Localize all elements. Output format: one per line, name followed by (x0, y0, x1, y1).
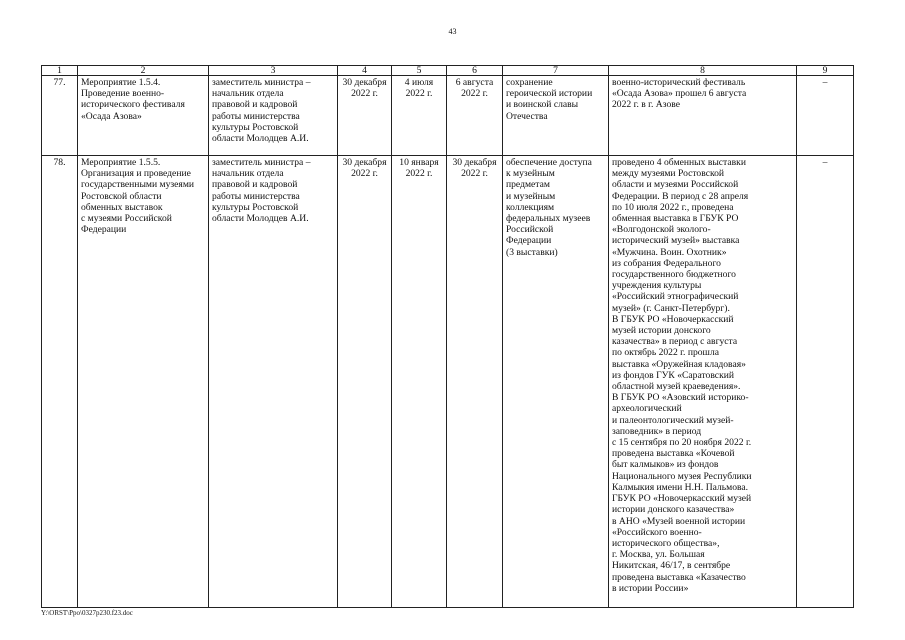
column-header: 7 (503, 66, 609, 76)
cell-text-line: к музейным (506, 168, 555, 180)
report-table (41, 65, 854, 608)
cell-text-line: коллекциям (506, 201, 555, 213)
page-number: 43 (448, 27, 457, 36)
cell-text-line: В ГБУК РО «Азовский историко- (612, 392, 749, 404)
cell-text-line: 10 января (399, 157, 439, 168)
cell-text-line: Национального музея Республики (612, 470, 752, 482)
cell-text-line: 30 декабря (342, 157, 387, 168)
cell-text-line: казачества» в период с августа (612, 336, 738, 348)
file-path-footer: Y:\ORST\Ppo\0327p230.f23.doc (41, 609, 133, 617)
cell-text-line: работы министерства (212, 110, 300, 122)
cell-text-line: музей» (г. Санкт-Петербург). (612, 302, 730, 314)
responsible-person-cell (209, 156, 338, 608)
cell-text-line: 6 августа (455, 77, 494, 88)
cell-text-line: культуры Ростовской (212, 201, 299, 213)
column-header: 4 (338, 66, 392, 76)
expected-result-cell (503, 156, 609, 608)
cell-text-line: 2022 г. (351, 168, 378, 180)
actual-end-date-cell (447, 76, 503, 156)
row-number-cell: 78. (42, 156, 78, 608)
cell-text-line: 4 июля (404, 77, 434, 88)
cell-text-line: из фондов ГУК «Саратовский (612, 369, 734, 381)
cell-text-line: 2022 г. в г. Азове (612, 99, 681, 111)
cell-text-line: быт калмыков» из фондов (612, 459, 719, 471)
cell-text-line: и воинской славы (506, 99, 579, 111)
cell-text-line: проведено 4 обменных выставки (612, 157, 746, 168)
cell-text-line: Организация и проведение (81, 168, 191, 180)
header-row (42, 66, 854, 76)
cell-text-line: 30 декабря (342, 77, 387, 88)
cell-text-line: Отечества (506, 110, 548, 122)
cell-text-line: г. Москва, ул. Большая (612, 549, 705, 561)
event-cell (78, 156, 209, 608)
column-header: 3 (209, 66, 338, 76)
cell-text-line: Никитская, 46/17, в сентябре (612, 560, 731, 572)
cell-text-line: работы министерства (212, 190, 300, 202)
table-row (42, 76, 854, 156)
cell-text-line: правовой и кадровой (212, 99, 298, 111)
cell-text-line: В ГБУК РО «Новочеркасский (612, 313, 734, 325)
column-header: 9 (797, 66, 854, 76)
cell-text-line: 30 декабря (452, 157, 497, 168)
cell-text-line: «Мужчина. Воин. Охотник» (612, 246, 727, 258)
actual-result-cell (609, 156, 797, 608)
actual-end-date-cell (447, 156, 503, 608)
cell-text-line: обеспечение доступа (506, 157, 592, 168)
cell-text-line: 2022 г. (351, 88, 378, 100)
cell-text-line: области Молодцев А.И. (212, 213, 309, 225)
cell-text-line: Калмыкия имени Н.Н. Пальмова. (612, 481, 749, 493)
cell-text-line: (3 выставки) (506, 246, 558, 258)
cell-text-line: «Российского военно- (612, 526, 702, 538)
cell-text-line: музей истории донского (612, 325, 711, 337)
cell-text-line: проведена выставка «Кочевой (612, 448, 735, 460)
cell-text-line: предметам (506, 179, 550, 191)
cell-text-line: из собрания Федерального (612, 257, 721, 269)
cell-text-line: Мероприятие 1.5.4. (81, 77, 161, 88)
cell-text-line: исторического общества», (612, 537, 720, 549)
cell-text-line: исторического фестиваля (81, 99, 185, 111)
cell-text-line: области Молодцев А.И. (212, 133, 309, 145)
cell-text-line: 2022 г. (405, 168, 433, 180)
cell-text-line: Ростовской области (81, 190, 162, 202)
column-header: 6 (447, 66, 503, 76)
actual-start-date-cell (392, 156, 447, 608)
cell-text-line: государственного бюджетного (612, 269, 736, 281)
cell-text-line: начальник отдела (212, 168, 284, 180)
cell-text-line: федеральных музеев (506, 213, 591, 225)
actual-result-cell (609, 76, 797, 156)
cell-text-line: проведена выставка «Казачество (612, 571, 746, 583)
cell-text-line: учреждения культуры (612, 280, 702, 292)
column-header: 2 (78, 66, 209, 76)
cell-text-line: 2022 г. (405, 88, 433, 100)
cell-text-line: обменная выставка в ГБУК РО (612, 213, 739, 225)
actual-start-date-cell (392, 76, 447, 156)
cell-text-line: и палеонтологический музей- (612, 414, 734, 426)
cell-text-line: 2022 г. (461, 88, 488, 100)
cell-text-line: выставка «Оружейная кладовая» (612, 358, 746, 370)
cell-text-line: культуры Ростовской (212, 121, 299, 133)
cell-text-line: с музеями Российской (81, 213, 172, 225)
cell-text-line: военно-исторический фестиваль (612, 77, 746, 88)
responsible-person-cell (209, 76, 338, 156)
cell-text-line: Мероприятие 1.5.5. (81, 157, 161, 168)
planned-date-cell (338, 156, 392, 608)
cell-text-line: области и музеями Российской (612, 179, 739, 191)
cell-text-line: заповедник» в период (612, 425, 702, 437)
cell-text-line: сохранение (506, 77, 553, 88)
cell-text-line: «Осада Азова» прошел 6 августа (612, 88, 747, 100)
cell-text-line: «Волгодонской эколого- (612, 224, 711, 236)
cell-text-line: и музейным (506, 190, 556, 202)
column-header: 1 (42, 66, 78, 76)
cell-text-line: по октябрь 2022 г. прошла (612, 347, 719, 359)
cell-text-line: Проведение военно- (81, 88, 165, 100)
row-number-cell: 77. (42, 76, 78, 156)
cell-text-line: с 15 сентября по 20 ноября 2022 г. (612, 437, 752, 449)
cell-text-line: Российской (506, 224, 554, 236)
cell-text-line: правовой и кадровой (212, 179, 298, 191)
event-cell (78, 76, 209, 156)
cell-text-line: государственными музеями (81, 179, 195, 191)
expected-result-cell (503, 76, 609, 156)
cell-text-line: областной музей краеведения». (612, 381, 741, 393)
cell-text-line: Федерации (506, 235, 552, 247)
cell-text-line: археологический (612, 403, 682, 415)
planned-date-cell (338, 76, 392, 156)
cell-text-line: заместитель министра – (212, 157, 311, 168)
cell-text-line: заместитель министра – (212, 77, 311, 88)
cell-text-line: начальник отдела (212, 88, 284, 100)
table-row (42, 156, 854, 608)
cell-text-line: «Российский этнографический (612, 291, 739, 303)
cell-text-line: «Осада Азова» (81, 110, 142, 122)
cell-text-line: по 10 июля 2022 г., проведена (612, 201, 734, 213)
cell-text-line: исторический музей» выставка (612, 235, 740, 247)
cell-text-line: между музеями Ростовской (612, 168, 725, 180)
cell-text-line: обменных выставок (81, 201, 163, 213)
cell-text-line: истории донского казачества» (612, 504, 735, 516)
column-header: 5 (392, 66, 447, 76)
cell-text-line: 2022 г. (461, 168, 488, 180)
cell-text-line: Федерации. В период с 28 апреля (612, 190, 749, 202)
deviation-cell: – (797, 76, 854, 156)
cell-text-line: ГБУК РО «Новочеркасский музей (612, 493, 752, 505)
cell-text-line: в истории России» (612, 582, 689, 594)
column-header: 8 (609, 66, 797, 76)
deviation-cell: – (797, 156, 854, 608)
cell-text-line: Федерации (81, 224, 127, 236)
cell-text-line: героической истории (506, 88, 593, 100)
cell-text-line: в АНО «Музей военной истории (612, 515, 746, 527)
